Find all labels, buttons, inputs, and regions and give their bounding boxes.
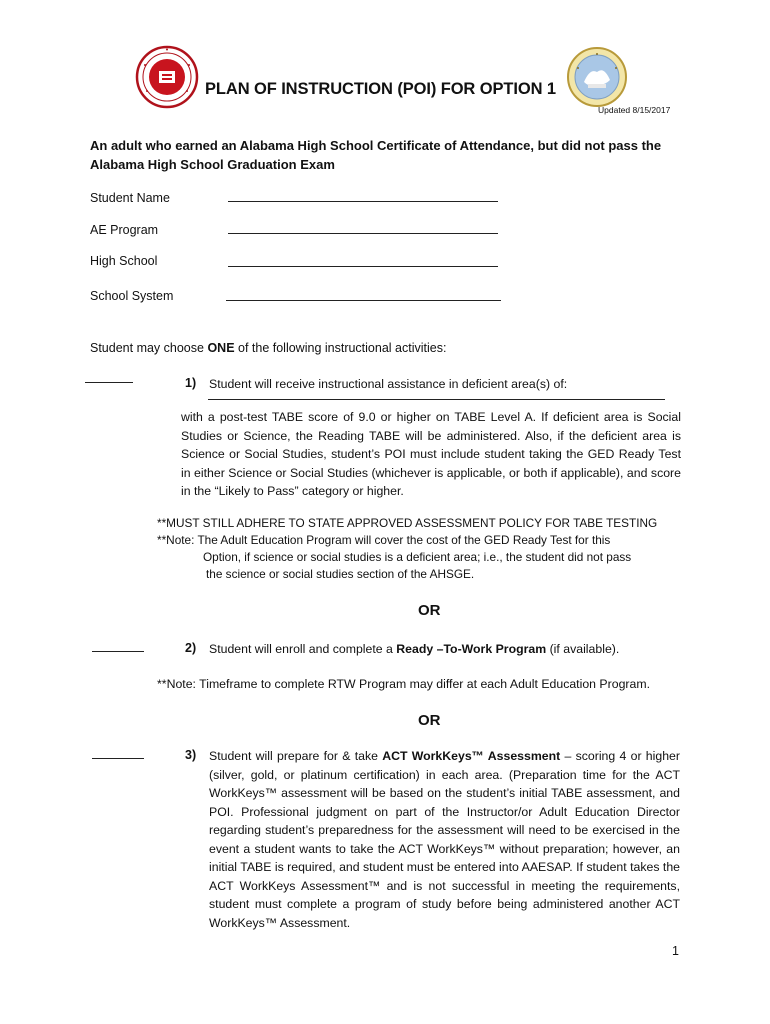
school-system-label: School System [90, 289, 174, 303]
state-seal-red-logo [135, 45, 199, 109]
option-2-text: Student will enroll and complete a Ready –To-Work Program (if available). [209, 642, 620, 656]
ae-program-label: AE Program [90, 223, 159, 237]
deficient-area-field[interactable] [208, 399, 665, 400]
ged-ready-note: **Note: The Adult Education Program will cover the cost of the GED Ready Test for this [157, 533, 611, 547]
school-system-field[interactable] [226, 300, 501, 301]
option-3-number: 3) [185, 748, 197, 762]
or-divider-2: OR [418, 712, 441, 729]
student-name-field[interactable] [228, 201, 498, 202]
option-3-text: Student will prepare for & take ACT WorkKeys™ Assessment – scoring 4 or higher (silver, gold, or platinum certification) in each area. (Preparation time for the ACT WorkKeys™ assessment will be based on the student’s initial TABE assessment, and POI. Professional judgment on part of the Instructor/or Adult Education Director regarding student’s preparedness for the assessment will need to be exercised in the event a student wants to take the ACT WorkKeys™ without preparation; however, an initial TABE is required, and student must be entered into AAESAP. If student takes the ACT WorkKeys Assessment™ and is not successful in meeting the requirements, student must complete a program of study before being administered another ACT WorkKeys™ Assessment. [209, 749, 680, 930]
ged-ready-note-line2: Option, if science or social studies is a deficient area; i.e., the student did not pass [203, 550, 632, 564]
ged-ready-note-line3: the science or social studies section of the AHSGE. [206, 567, 475, 581]
option-2-number: 2) [185, 641, 197, 655]
intro-heading: An adult who earned an Alabama High School Certificate of Attendance, but did not pass the Alabama High School Graduation Exam [90, 138, 662, 172]
option-3-check-line[interactable] [92, 758, 144, 759]
student-name-label: Student Name [90, 191, 170, 205]
option-2-check-line[interactable] [92, 651, 144, 652]
option-1-body: with a post-test TABE score of 9.0 or higher on TABE Level A. If deficient area is Social Studies or Science, the Reading TABE will be administered. Also, if the deficient area is Science or Social Studies, student’s POI must include student taking the GED Ready Test in either Science or Social Studies (whichever is applicable, or both if applicable), and score in the “Likely to Pass” category or higher. [181, 410, 681, 498]
page-title: PLAN OF INSTRUCTION (POI) FOR OPTION 1 [205, 80, 556, 98]
high-school-field[interactable] [228, 266, 498, 267]
high-school-label: High School [90, 254, 158, 268]
choose-instruction: Student may choose ONE of the following instructional activities: [90, 341, 447, 355]
option-1-lead: Student will receive instructional assistance in deficient area(s) of: [209, 377, 568, 391]
updated-date: Updated 8/15/2017 [598, 105, 671, 115]
rtw-timeframe-note: **Note: Timeframe to complete RTW Program may differ at each Adult Education Program. [157, 677, 650, 691]
page-number: 1 [672, 944, 679, 958]
option-1-check-line[interactable] [85, 382, 133, 383]
option-1-number: 1) [185, 376, 197, 390]
ae-program-field[interactable] [228, 233, 498, 234]
state-seal-blue-logo [566, 46, 628, 108]
assessment-policy-note: **MUST STILL ADHERE TO STATE APPROVED ASSESSMENT POLICY FOR TABE TESTING [157, 516, 658, 530]
or-divider-1: OR [418, 602, 441, 619]
